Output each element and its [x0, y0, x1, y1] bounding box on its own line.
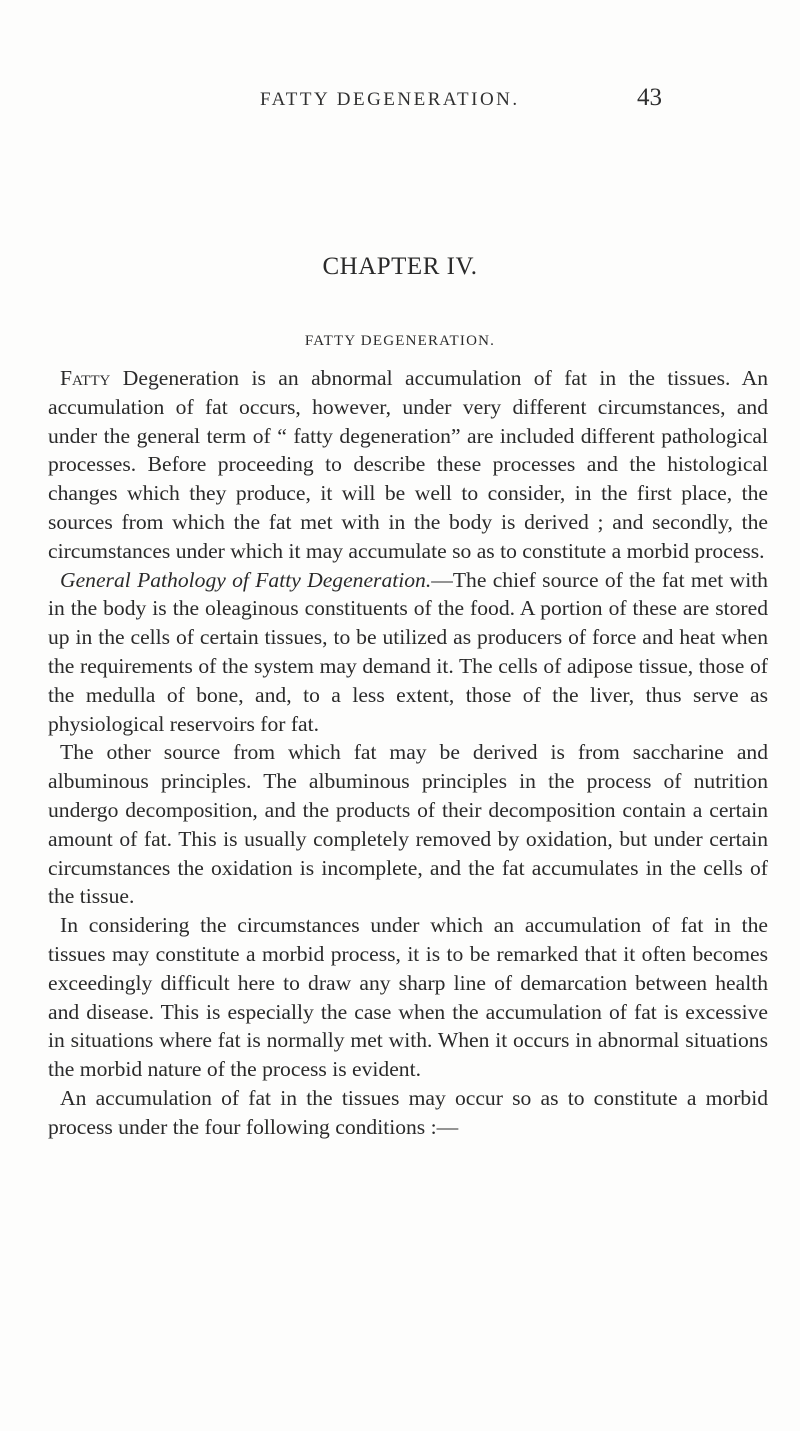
paragraph	[48, 1084, 768, 1142]
paragraph-text: —The chief source of the fat met with in the body is the oleaginous constituents of the food. A portion of these are stored up in the cells of certain tissues, to be utilized as producers of force and heat when the requirements of the system may demand it. The cells of adipose tissue, those of the medulla of bone, and, to a less extent, those of the liver, thus serve as physiological reservoirs for fat.	[48, 567, 768, 736]
paragraph	[48, 364, 768, 566]
paragraph-text: Degeneration is an abnormal accumulation of fat in the tissues. An accumulation of fat occurs, however, under very different circumstances, and under the general term of “ fatty degeneration” are included different pathological processes. Before proceeding to describe these processes and the histological changes which they produce, it will be well to consider, in the first place, the sources from which the fat met with in the body is derived ; and secondly, the circumstances under which it may accumulate so as to constitute a morbid process.	[48, 366, 768, 563]
paragraph-text: In considering the circumstances under which an accumulation of fat in the tissues may constitute a morbid process, it is to be remarked that it often becomes exceedingly difficult here to draw any sharp line of demarcation between health and disease. This is especially the case when the accumulation of fat is excessive in situations where fat is normally met with. When it occurs in abnormal situations the morbid nature of the process is evident.	[48, 913, 768, 1082]
paragraph	[48, 566, 768, 739]
chapter-title: CHAPTER IV.	[322, 253, 478, 280]
section-title: FATTY DEGENERATION.	[304, 333, 496, 349]
paragraph	[48, 738, 768, 911]
section-heading: General Pathology of Fatty Degeneration.	[60, 567, 432, 592]
paragraph	[48, 911, 768, 1084]
paragraph-text: An accumulation of fat in the tissues may occur so as to constitute a morbid process under the four following conditions :—	[48, 1085, 768, 1139]
body-text	[48, 364, 768, 1142]
paragraph-text: The other source from which fat may be derived is from saccharine and albuminous principles. The albuminous principles in the process of nutrition undergo decomposition, and the products of their decomposition contain a certain amount of fat. This is usually completely removed by oxidation, but under certain circumstances the oxidation is incomplete, and the fat accumulates in the cells of the tissue.	[48, 740, 768, 909]
page-number: 43	[637, 84, 662, 111]
running-head: FATTY DEGENERATION.	[260, 89, 520, 110]
paragraph-lead: Fatty	[60, 366, 111, 390]
